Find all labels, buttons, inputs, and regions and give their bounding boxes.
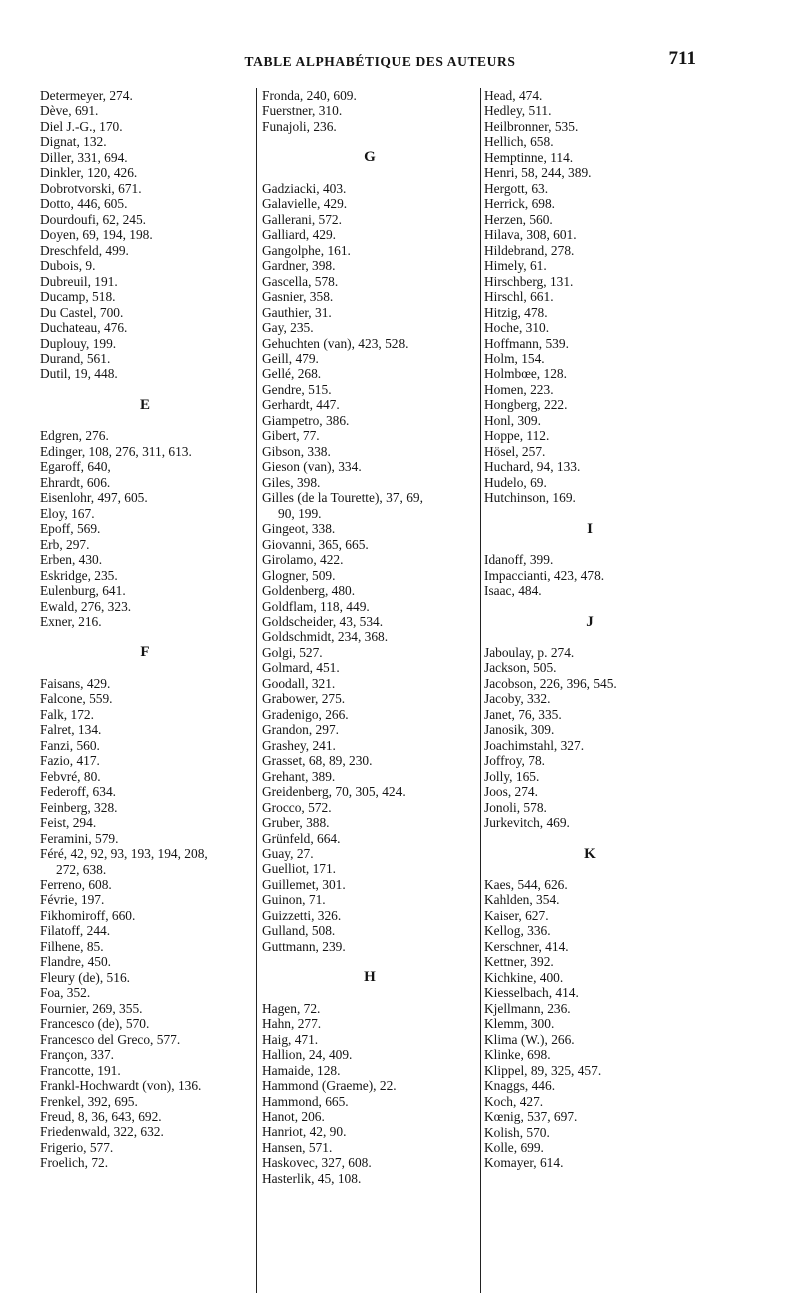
- index-entry: Doyen, 69, 194, 198.: [40, 227, 153, 243]
- index-entry: Heilbronner, 535.: [484, 118, 579, 134]
- index-entry: Duchateau, 476.: [40, 320, 128, 336]
- index-entry: Hirschl, 661.: [484, 289, 554, 305]
- index-entry: Hoffmann, 539.: [484, 335, 569, 351]
- index-entry: Gallerani, 572.: [262, 211, 342, 227]
- index-entry: Edinger, 108, 276, 311, 613.: [40, 443, 192, 459]
- index-entry: Joos, 274.: [484, 784, 538, 800]
- index-entry: Durand, 561.: [40, 350, 111, 366]
- index-entry: Hoche, 310.: [484, 320, 550, 336]
- index-entry: Erb, 297.: [40, 536, 90, 552]
- index-entry: Holm, 154.: [484, 350, 545, 366]
- index-entry: Feinberg, 328.: [40, 799, 118, 815]
- index-entry: Hammond, 665.: [262, 1093, 349, 1109]
- index-entry: Kettner, 392.: [484, 954, 554, 970]
- index-entry: Hanriot, 42, 90.: [262, 1124, 347, 1140]
- index-entry: Févrie, 197.: [40, 892, 105, 908]
- index-entry: Hergott, 63.: [484, 180, 549, 196]
- index-entry: Gadziacki, 403.: [262, 180, 347, 196]
- index-entry: Hahn, 277.: [262, 1016, 322, 1032]
- section-letter: K: [584, 845, 596, 862]
- section-letter: J: [586, 613, 594, 630]
- index-entry: Holmbœe, 128.: [484, 366, 567, 382]
- index-column-1: [40, 88, 250, 1171]
- index-entry: Impaccianti, 423, 478.: [484, 567, 605, 583]
- index-entry: Francesco del Greco, 577.: [40, 1031, 181, 1047]
- index-entry: Jolly, 165.: [484, 768, 540, 784]
- index-entry: Determeyer, 274.: [40, 88, 133, 103]
- index-entry: Huchard, 94, 133.: [484, 459, 581, 475]
- index-entry: Kaes, 544, 626.: [484, 877, 568, 892]
- index-entry: Galliard, 429.: [262, 227, 337, 243]
- index-entry: Egaroff, 640,: [40, 459, 111, 475]
- index-entry: Goldscheider, 43, 534.: [262, 613, 384, 629]
- index-entry: Jonoli, 578.: [484, 799, 547, 815]
- index-entry: Idanoff, 399.: [484, 552, 554, 568]
- index-entry: Freud, 8, 36, 643, 692.: [40, 1109, 162, 1124]
- index-entry: Hongberg, 222.: [484, 397, 568, 413]
- index-entry: Dutil, 19, 448.: [40, 366, 118, 382]
- index-entry: Feist, 294.: [40, 815, 97, 831]
- index-entry: Fikhomiroff, 660.: [40, 907, 136, 923]
- index-entry: Gieson (van), 334.: [262, 459, 362, 475]
- index-entry: Jacobson, 226, 396, 545.: [484, 675, 617, 691]
- index-entry: Fanzi, 560.: [40, 737, 100, 753]
- index-entry: Goldenberg, 480.: [262, 583, 356, 599]
- index-entry: Hildebrand, 278.: [484, 242, 575, 258]
- index-entry: Ferreno, 608.: [40, 876, 112, 892]
- index-entry: Hoppe, 112.: [484, 428, 550, 444]
- index-entry: Foa, 352.: [40, 985, 91, 1001]
- index-entry: Dourdoufi, 62, 245.: [40, 211, 147, 227]
- index-entry: Gibert, 77.: [262, 428, 320, 444]
- index-column-3: [484, 88, 696, 1171]
- index-entry: Ehrardt, 606.: [40, 474, 111, 490]
- column-divider: [256, 88, 257, 1293]
- index-entry: Geill, 479.: [262, 351, 319, 366]
- index-entry: Hirschberg, 131.: [484, 273, 574, 289]
- index-entry: Girolamo, 422.: [262, 552, 344, 568]
- index-entry-continuation: 272, 638.: [56, 861, 107, 877]
- index-entry: Gauthier, 31.: [262, 304, 332, 320]
- index-entry: Grabower, 275.: [262, 691, 346, 707]
- index-entry: Hallion, 24, 409.: [262, 1047, 353, 1063]
- index-entry: Grashey, 241.: [262, 737, 336, 753]
- index-entry: Jaboulay, p. 274.: [484, 644, 575, 660]
- index-entry: Hudelo, 69.: [484, 474, 547, 490]
- index-entry: Isaac, 484.: [484, 583, 542, 599]
- index-entry: Goldflam, 118, 449.: [262, 598, 370, 614]
- index-entry: Klima (W.), 266.: [484, 1031, 575, 1047]
- index-entry: Feramini, 579.: [40, 830, 119, 846]
- index-entry: Guay, 27.: [262, 846, 314, 861]
- index-entry: Funajoli, 236.: [262, 118, 337, 134]
- section-letter: E: [139, 396, 150, 413]
- index-entry: Gilles (de la Tourette), 37, 69,: [262, 490, 423, 506]
- index-entry: Ewald, 276, 323.: [40, 598, 132, 614]
- index-entry: Kaiser, 627.: [484, 907, 549, 923]
- index-entry: Grasset, 68, 89, 230.: [262, 753, 373, 769]
- index-entry: Haskovec, 327, 608.: [262, 1155, 372, 1171]
- index-entry: Golmard, 451.: [262, 660, 340, 676]
- index-entry: Giampetro, 386.: [262, 412, 350, 428]
- index-entry: Dubois, 9.: [40, 258, 96, 274]
- index-entry: Haig, 471.: [262, 1031, 319, 1047]
- index-entry: Kahlden, 354.: [484, 892, 560, 908]
- index-entry: Hamaide, 128.: [262, 1062, 341, 1078]
- index-entry: Erben, 430.: [40, 552, 103, 568]
- index-entry: Kolish, 570.: [484, 1124, 550, 1140]
- index-entry: Knaggs, 446.: [484, 1078, 556, 1094]
- page-title: TABLE ALPHABÉTIQUE DES AUTEURS: [244, 54, 516, 69]
- index-entry: Friedenwald, 322, 632.: [40, 1124, 164, 1140]
- index-column-2: [262, 88, 478, 1186]
- index-entry: Herzen, 560.: [484, 211, 553, 227]
- index-entry: Febvré, 80.: [40, 768, 101, 784]
- index-entry: Dignat, 132.: [40, 134, 107, 150]
- index-entry: Hemptinne, 114.: [484, 149, 574, 165]
- index-entry: Klinke, 698.: [484, 1047, 551, 1063]
- index-entry: Hösel, 257.: [484, 443, 546, 459]
- index-entry: Gay, 235.: [262, 320, 314, 336]
- index-entry: Dotto, 446, 605.: [40, 196, 128, 212]
- index-entry: Guttmann, 239.: [262, 938, 346, 954]
- index-entry: Dève, 691.: [40, 103, 99, 119]
- index-entry: Dreschfeld, 499.: [40, 242, 129, 258]
- index-entry: Dubreuil, 191.: [40, 273, 118, 289]
- index-entry: Falk, 172.: [40, 706, 94, 722]
- index-entry: Glogner, 509.: [262, 567, 336, 583]
- index-entry: Jurkevitch, 469.: [484, 815, 570, 831]
- index-entry: Epoff, 569.: [40, 521, 101, 537]
- index-entry: Himely, 61.: [484, 258, 547, 274]
- index-entry: Henri, 58, 244, 389.: [484, 165, 592, 181]
- index-entry: Exner, 216.: [40, 613, 102, 629]
- column-divider: [480, 88, 481, 1293]
- index-entry: Gulland, 508.: [262, 923, 336, 939]
- index-entry: Galavielle, 429.: [262, 196, 348, 212]
- index-entry: Goldschmidt, 234, 368.: [262, 629, 389, 645]
- index-entry: Kolle, 699.: [484, 1139, 544, 1155]
- index-entry: Gerhardt, 447.: [262, 397, 340, 413]
- index-entry: Gascella, 578.: [262, 273, 339, 289]
- index-entry: Homen, 223.: [484, 381, 554, 397]
- index-entry: Hellich, 658.: [484, 134, 554, 150]
- index-entry: Giles, 398.: [262, 474, 321, 490]
- index-entry: Federoff, 634.: [40, 784, 116, 800]
- index-entry: Janet, 76, 335.: [484, 706, 562, 722]
- index-entry: Hasterlik, 45, 108.: [262, 1170, 362, 1186]
- index-entry: Guizzetti, 326.: [262, 907, 342, 923]
- index-entry: Françon, 337.: [40, 1047, 115, 1063]
- index-entry: Janosik, 309.: [484, 722, 555, 738]
- index-entry: Filatoff, 244.: [40, 923, 111, 939]
- index-entry: Du Castel, 700.: [40, 304, 124, 320]
- index-entry: Hanot, 206.: [262, 1109, 325, 1124]
- index-entry: Klippel, 89, 325, 457.: [484, 1062, 602, 1078]
- index-entry: Fournier, 269, 355.: [40, 1000, 143, 1016]
- index-entry: Grandon, 297.: [262, 722, 339, 738]
- index-entry: Francesco (de), 570.: [40, 1016, 150, 1032]
- index-entry: Hilava, 308, 601.: [484, 227, 577, 243]
- index-entry: Faisans, 429.: [40, 675, 111, 691]
- index-entry: Gruber, 388.: [262, 815, 330, 831]
- index-entry: Gardner, 398.: [262, 258, 336, 274]
- index-entry: Eulenburg, 641.: [40, 583, 126, 599]
- running-head: [0, 48, 800, 78]
- index-entry: Hedley, 511.: [484, 103, 552, 119]
- index-entry: Hitzig, 478.: [484, 304, 548, 320]
- index-entry: Falret, 134.: [40, 722, 102, 738]
- index-entry: Guillemet, 301.: [262, 876, 346, 892]
- index-entry: Giovanni, 365, 665.: [262, 536, 369, 552]
- index-entry: Hagen, 72.: [262, 1000, 321, 1016]
- index-entry: Eloy, 167.: [40, 505, 95, 521]
- section-letter: H: [364, 969, 376, 986]
- index-entry: Fronda, 240, 609.: [262, 88, 357, 103]
- index-entry: Fuerstner, 310.: [262, 103, 343, 119]
- index-entry: Head, 474.: [484, 88, 543, 103]
- index-entry: Diller, 331, 694.: [40, 149, 128, 165]
- index-entry: Grünfeld, 664.: [262, 830, 341, 846]
- index-entry: Guinon, 71.: [262, 892, 326, 908]
- index-entry: Filhene, 85.: [40, 938, 104, 954]
- index-entry: Diel J.-G., 170.: [40, 118, 123, 134]
- section-letter: G: [364, 149, 376, 166]
- index-entry: Hutchinson, 169.: [484, 490, 576, 506]
- index-entry: Grehant, 389.: [262, 768, 336, 784]
- section-letter: F: [140, 644, 150, 661]
- index-entry: Greidenberg, 70, 305, 424.: [262, 784, 406, 800]
- index-entry: Gibson, 338.: [262, 443, 331, 459]
- index-entry: Guelliot, 171.: [262, 861, 337, 877]
- index-entry: Goodall, 321.: [262, 675, 336, 691]
- index-entry: Fleury (de), 516.: [40, 969, 130, 985]
- index-entry: Jacoby, 332.: [484, 691, 551, 707]
- index-entry: Kiesselbach, 414.: [484, 985, 579, 1001]
- index-entry: Kichkine, 400.: [484, 969, 564, 985]
- index-entry: Klemm, 300.: [484, 1016, 555, 1032]
- index-entry: Grocco, 572.: [262, 799, 332, 815]
- index-entry: Kœnig, 537, 697.: [484, 1109, 578, 1125]
- index-entry: Frigerio, 577.: [40, 1139, 114, 1155]
- index-entry: Gasnier, 358.: [262, 289, 334, 305]
- index-entry: Gradenigo, 266.: [262, 706, 349, 722]
- index-entry: Golgi, 527.: [262, 644, 323, 660]
- index-entry: Gingeot, 338.: [262, 521, 336, 537]
- index-entry: Komayer, 614.: [484, 1155, 564, 1171]
- index-entry: Kerschner, 414.: [484, 938, 569, 954]
- index-entry: Froelich, 72.: [40, 1155, 109, 1171]
- index-entry: Gangolphe, 161.: [262, 242, 351, 258]
- index-entry: Gendre, 515.: [262, 381, 332, 397]
- index-entry: Hammond (Graeme), 22.: [262, 1078, 397, 1094]
- index-entry: Duplouy, 199.: [40, 335, 117, 351]
- index-entry: Honl, 309.: [484, 412, 541, 428]
- index-entry: Eskridge, 235.: [40, 567, 118, 583]
- index-entry: Dobrotvorski, 671.: [40, 180, 142, 196]
- index-entry: Gellé, 268.: [262, 366, 322, 382]
- index-entry: Edgren, 276.: [40, 428, 109, 444]
- index-entry: Francotte, 191.: [40, 1062, 121, 1078]
- index-entry: Hansen, 571.: [262, 1139, 333, 1155]
- index-entry: Joffroy, 78.: [484, 753, 545, 769]
- page-number: 711: [668, 48, 696, 69]
- index-entry: Koch, 427.: [484, 1093, 544, 1109]
- index-entry: Joachimstahl, 327.: [484, 737, 585, 753]
- index-entry: Féré, 42, 92, 93, 193, 194, 208,: [40, 846, 208, 862]
- index-entry: Kellog, 336.: [484, 923, 551, 939]
- index-entry: Herrick, 698.: [484, 196, 556, 212]
- index-entry-continuation: 90, 199.: [278, 505, 322, 521]
- index-entry: Kjellmann, 236.: [484, 1000, 571, 1016]
- index-entry: Jackson, 505.: [484, 660, 557, 676]
- index-entry: Gehuchten (van), 423, 528.: [262, 335, 409, 351]
- index-entry: Falcone, 559.: [40, 691, 113, 707]
- section-letter: I: [587, 520, 593, 537]
- index-entry: Frankl-Hochwardt (von), 136.: [40, 1078, 202, 1094]
- index-entry: Fazio, 417.: [40, 753, 100, 769]
- index-entry: Frenkel, 392, 695.: [40, 1093, 138, 1109]
- index-entry: Ducamp, 518.: [40, 289, 116, 305]
- index-entry: Dinkler, 120, 426.: [40, 165, 138, 181]
- index-entry: Eisenlohr, 497, 605.: [40, 490, 148, 506]
- index-entry: Flandre, 450.: [40, 954, 112, 970]
